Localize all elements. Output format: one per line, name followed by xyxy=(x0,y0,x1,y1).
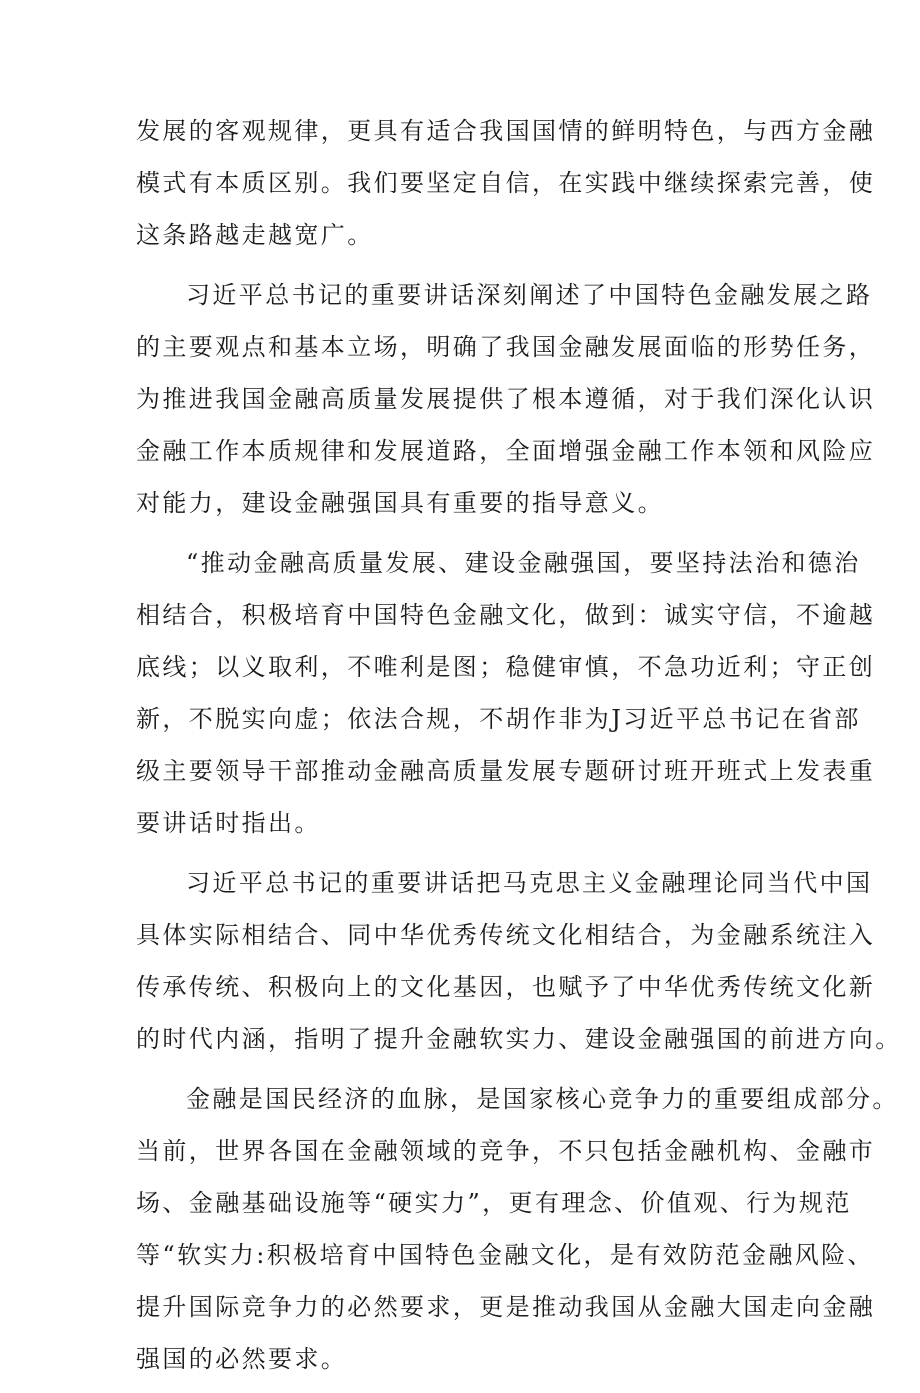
paragraph-5-line-5: 提升国际竞争力的必然要求，更是推动我国从金融大国走向金融 xyxy=(136,1293,876,1321)
paragraph-2-line-3: 为推进我国金融高质量发展提供了根本遵循，对于我们深化认识 xyxy=(136,385,876,413)
paragraph-4-line-1: 习近平总书记的重要讲话把马克思主义金融理论同当代中国 xyxy=(186,869,873,897)
paragraph-5-line-6: 强国的必然要求。 xyxy=(136,1345,348,1373)
paragraph-4-line-2: 具体实际相结合、同中华优秀传统文化相结合，为金融系统注入 xyxy=(136,921,876,949)
paragraph-5-line-3: 场、金融基础设施等“硬实力”，更有理念、价值观、行为规范 xyxy=(136,1189,852,1217)
paragraph-4-line-3: 传承传统、积极向上的文化基因，也赋予了中华优秀传统文化新 xyxy=(136,973,876,1001)
paragraph-2-line-2: 的主要观点和基本立场，明确了我国金融发展面临的形势任务， xyxy=(136,333,876,361)
paragraph-4-line-4: 的时代内涵，指明了提升金融软实力、建设金融强国的前进方向。 xyxy=(136,1025,902,1053)
document-body xyxy=(136,105,902,1393)
paragraph-2-line-4: 金融工作本质规律和发展道路，全面增强金融工作本领和风险应 xyxy=(136,437,876,465)
paragraph-3-line-1: “推动金融高质量发展、建设金融强国，要坚持法治和德治 xyxy=(186,549,861,577)
paragraph-1-line-3: 这条路越走越宽广。 xyxy=(136,221,374,249)
paragraph-1-line-2: 模式有本质区别。我们要坚定自信，在实践中继续探索完善，使 xyxy=(136,169,876,197)
paragraph-5-line-4: 等“软实力:积极培育中国特色金融文化，是有效防范金融风险、 xyxy=(136,1241,874,1269)
paragraph-3-line-2: 相结合，积极培育中国特色金融文化，做到：诚实守信，不逾越 xyxy=(136,601,876,629)
paragraph-2-line-5: 对能力，建设金融强国具有重要的指导意义。 xyxy=(136,489,664,517)
paragraph-3-line-4: 新，不脱实向虚；依法合规，不胡作非为J习近平总书记在省部 xyxy=(136,705,861,733)
paragraph-3-line-6: 要讲话时指出。 xyxy=(136,809,321,837)
paragraph-1-line-1: 发展的客观规律，更具有适合我国国情的鲜明特色，与西方金融 xyxy=(136,117,876,145)
paragraph-5-line-1: 金融是国民经济的血脉，是国家核心竞争力的重要组成部分。 xyxy=(186,1085,899,1113)
paragraph-3-line-3: 底线；以义取利，不唯利是图；稳健审慎，不急功近利；守正创 xyxy=(136,653,876,681)
paragraph-3-line-5: 级主要领导干部推动金融高质量发展专题研讨班开班式上发表重 xyxy=(136,757,876,785)
paragraph-5-line-2: 当前，世界各国在金融领域的竞争，不只包括金融机构、金融市 xyxy=(136,1137,876,1165)
paragraph-2-line-1: 习近平总书记的重要讲话深刻阐述了中国特色金融发展之路 xyxy=(186,281,873,309)
